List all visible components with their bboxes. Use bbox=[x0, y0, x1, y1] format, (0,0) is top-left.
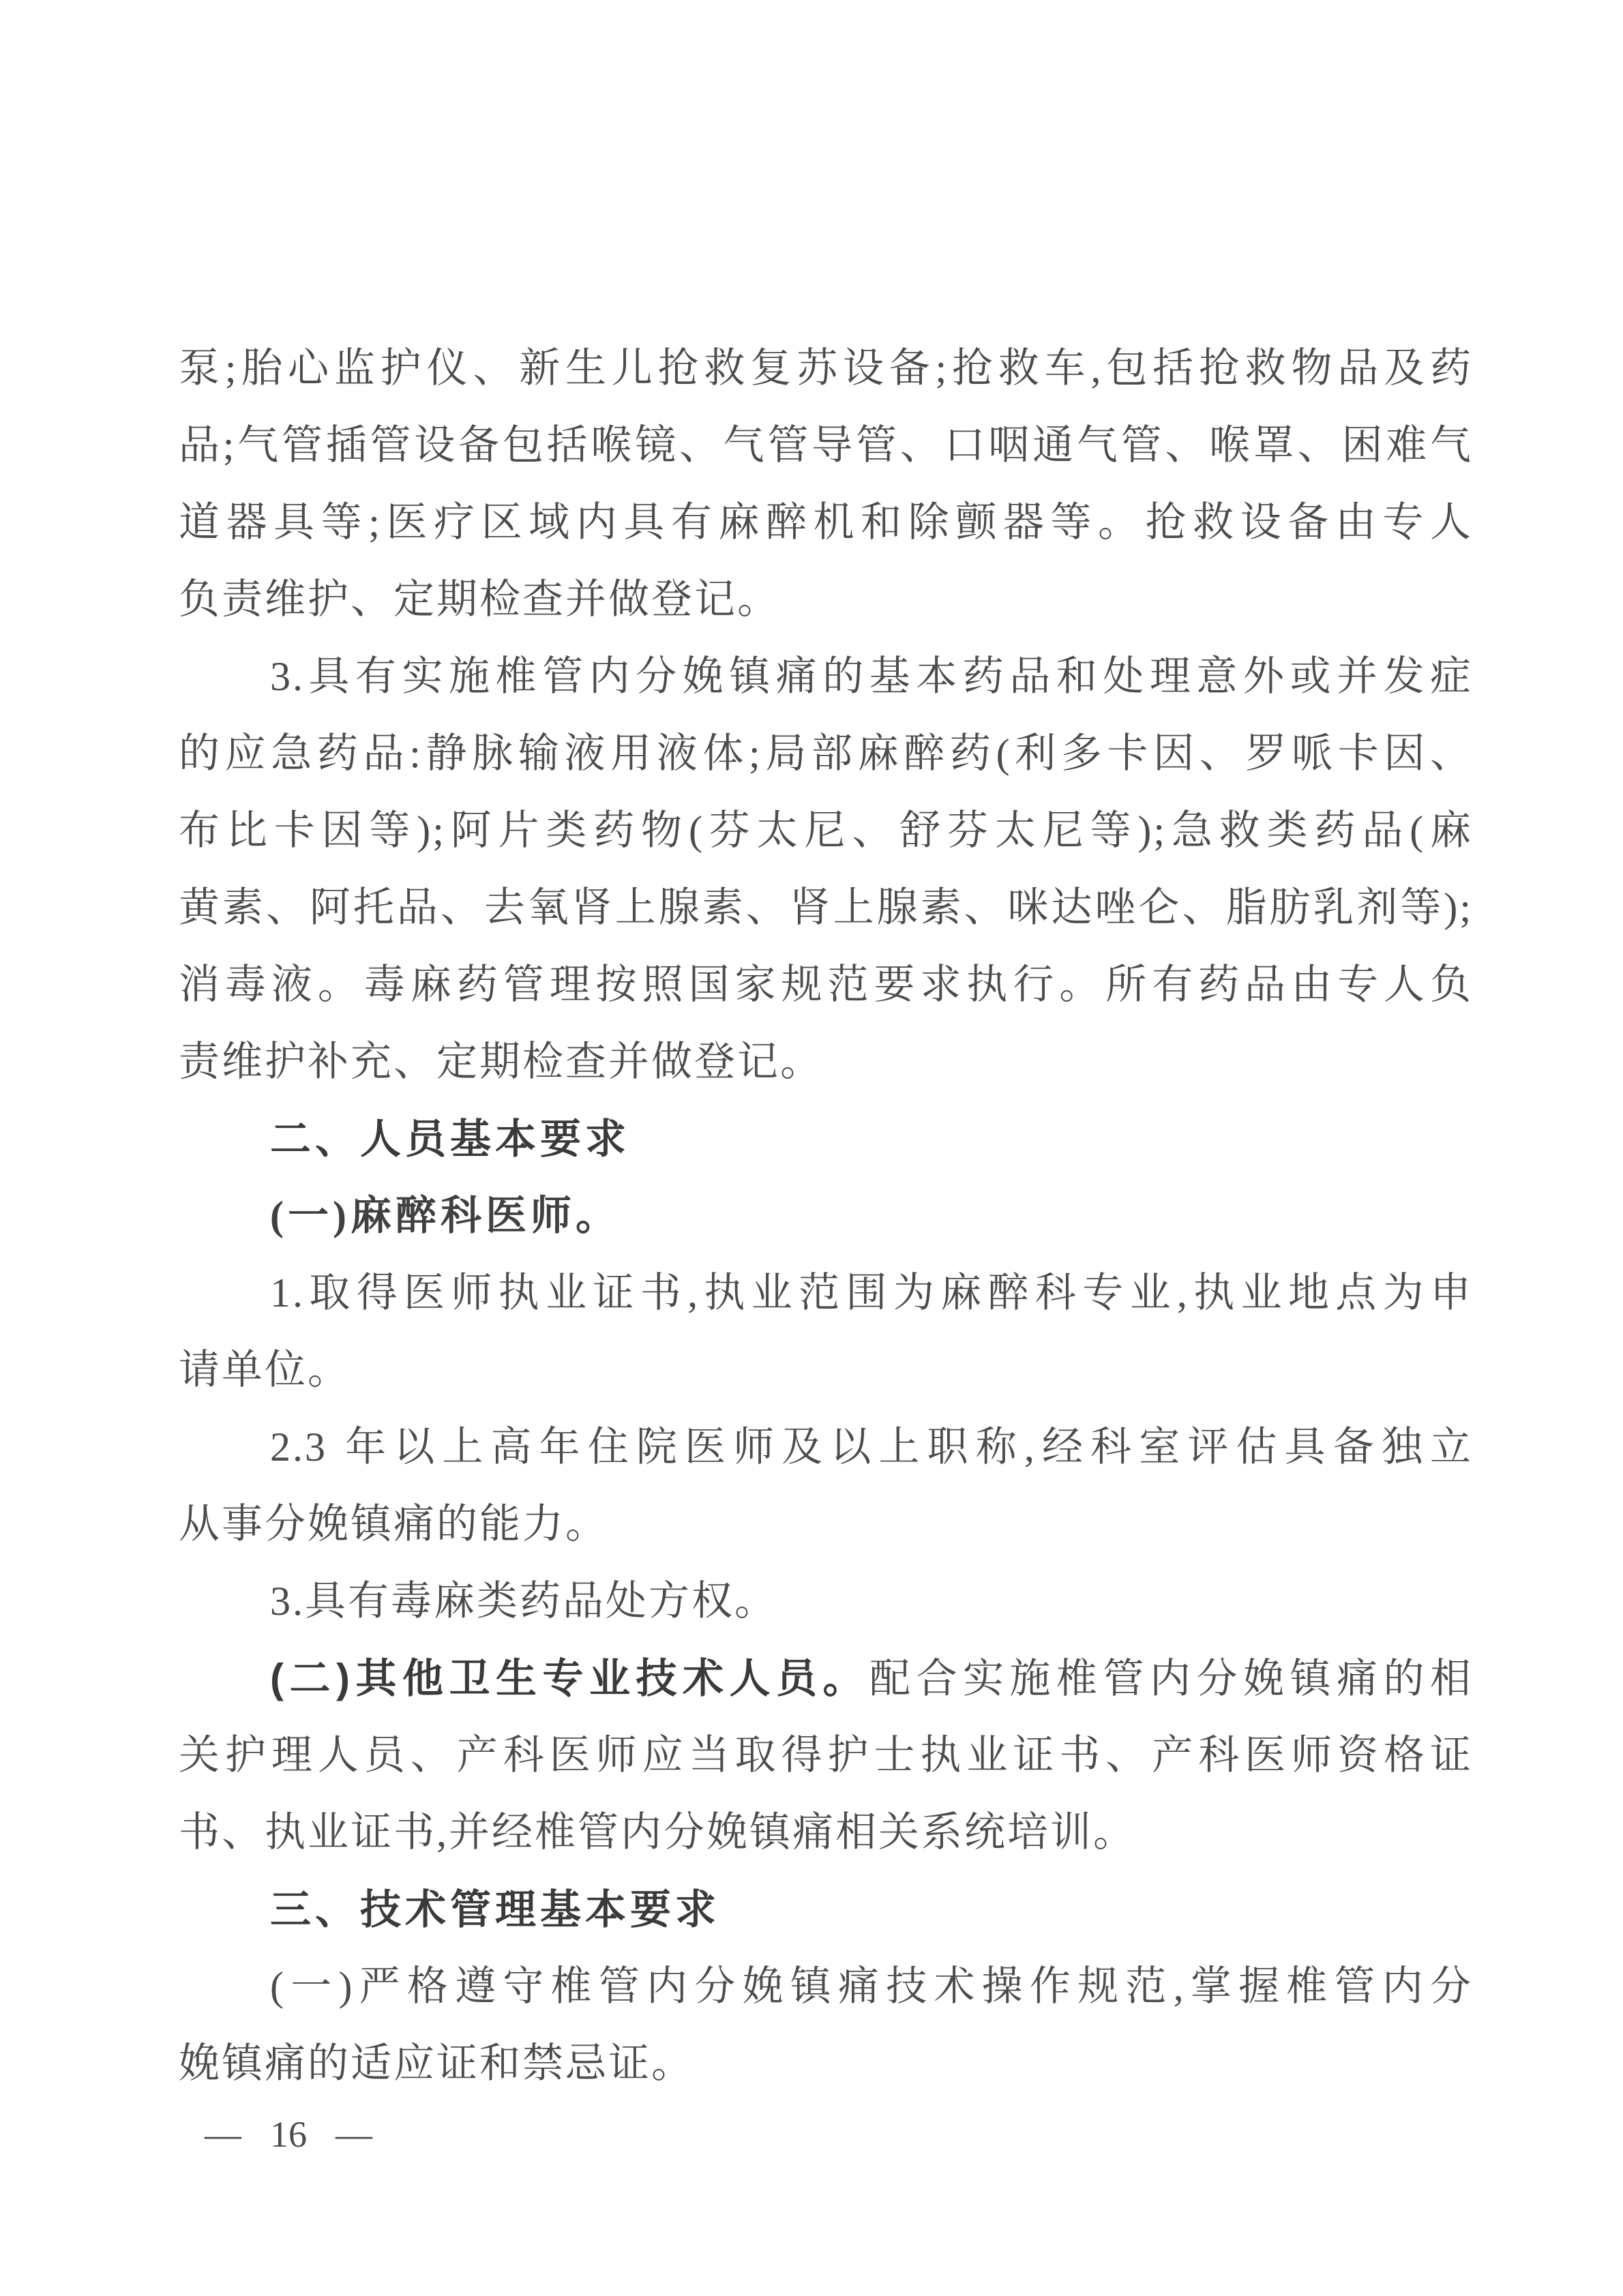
text-line bbox=[179, 1640, 1473, 1717]
text-line: 1.取得医师执业证书,执业范围为麻醉科专业,执业地点为申 bbox=[270, 1270, 1473, 1315]
text-line: 2.3 年以上高年住院医师及以上职称,经科室评估具备独立 bbox=[270, 1425, 1473, 1470]
text-line: 品;气管插管设备包括喉镜、气管导管、口咽通气管、喉罩、困难气 bbox=[179, 423, 1473, 468]
subsection-lead: (二)其他卫生专业技术人员。 bbox=[270, 1656, 869, 1701]
text-line: 消毒液。毒麻药管理按照国家规范要求执行。所有药品由专人负 bbox=[179, 962, 1473, 1007]
text-line: 责维护补充、定期检查并做登记。 bbox=[179, 1039, 823, 1084]
text-line: 从事分娩镇痛的能力。 bbox=[179, 1502, 608, 1547]
section-heading: 二、人员基本要求 bbox=[270, 1116, 630, 1162]
text-line: 的应急药品:静脉输液用液体;局部麻醉药(利多卡因、罗哌卡因、 bbox=[179, 731, 1473, 776]
text-line: 布比卡因等);阿片类药物(芬太尼、舒芬太尼等);急救类药品(麻 bbox=[179, 808, 1473, 853]
text-line: (一)严格遵守椎管内分娩镇痛技术操作规范,掌握椎管内分 bbox=[270, 1964, 1473, 2009]
page-footer bbox=[205, 2116, 372, 2153]
page-number: 16 bbox=[270, 2114, 307, 2155]
text-line: 娩镇痛的适应证和禁忌证。 bbox=[179, 2041, 694, 2086]
text-line: 道器具等;医疗区域内具有麻醉机和除颤器等。抢救设备由专人 bbox=[179, 500, 1473, 545]
text-line: 请单位。 bbox=[179, 1347, 351, 1392]
subsection-heading: (一)麻醉科医师。 bbox=[270, 1193, 621, 1238]
text-line: 黄素、阿托品、去氧肾上腺素、肾上腺素、咪达唑仑、脂肪乳剂等); bbox=[179, 885, 1473, 930]
text-line: 泵;胎心监护仪、新生儿抢救复苏设备;抢救车,包括抢救物品及药 bbox=[179, 346, 1473, 391]
text-segment: 配合实施椎管内分娩镇痛的相 bbox=[869, 1656, 1473, 1701]
section-heading: 三、技术管理基本要求 bbox=[270, 1887, 720, 1933]
footer-dash-left: — bbox=[205, 2114, 241, 2155]
text-line: 书、执业证书,并经椎管内分娩镇痛相关系统培训。 bbox=[179, 1810, 1136, 1855]
text-line: 负责维护、定期检查并做登记。 bbox=[179, 577, 780, 622]
text-line: 3.具有毒麻类药品处方权。 bbox=[270, 1579, 777, 1624]
document-body bbox=[179, 330, 1473, 2102]
text-line: 3.具有实施椎管内分娩镇痛的基本药品和处理意外或并发症 bbox=[270, 654, 1473, 699]
footer-dash-right: — bbox=[336, 2114, 372, 2155]
text-line: 关护理人员、产科医师应当取得护士执业证书、产科医师资格证 bbox=[179, 1733, 1473, 1778]
